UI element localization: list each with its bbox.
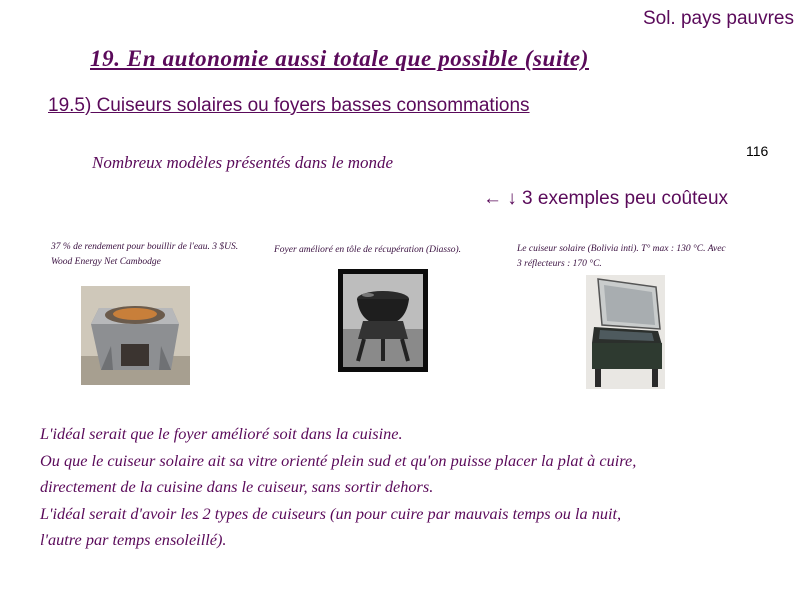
solar-cooker-photo xyxy=(586,275,665,389)
body-line: L'idéal serait d'avoir les 2 types de cuiseurs (un pour cuire par mauvais temps ou la nuit, xyxy=(40,503,622,523)
caption-line: 3 réflecteurs : 170 °C. xyxy=(517,259,602,269)
example-caption-3 xyxy=(517,242,747,272)
example-caption-1 xyxy=(51,240,256,270)
corner-label: Sol. pays pauvres xyxy=(642,8,794,29)
body-line: L'idéal serait que le foyer amélioré soit dans la cuisine. xyxy=(40,424,403,443)
body-line: Ou que le cuiseur solaire ait sa vitre orienté plein sud et qu'on puisse placer la plat à cuire, xyxy=(40,450,637,470)
intro-text: Nombreux modèles présentés dans le monde xyxy=(92,153,394,172)
caption-line: Wood Energy Net Cambodge xyxy=(51,257,161,267)
example-caption-2 xyxy=(274,243,461,258)
examples-note: ← ↓ 3 exemples peu coûteux xyxy=(483,188,729,209)
body-line: directement de la cuisine dans le cuiseur, sans sortir dehors. xyxy=(40,477,434,496)
section-subtitle: 19.5) Cuiseurs solaires ou foyers basses consommations xyxy=(48,95,530,116)
body-text xyxy=(40,421,636,554)
caption-line: 37 % de rendement pour bouillir de l'eau. 3 $US. xyxy=(51,242,239,252)
page-number: 116 xyxy=(746,143,769,159)
caption-line: Le cuiseur solaire (Bolivia inti). T° max : 130 °C. Avec xyxy=(517,244,726,254)
improved-stove-photo xyxy=(81,286,190,385)
page-title: 19. En autonomie aussi totale que possible (suite) xyxy=(90,46,589,71)
caption-line: Foyer amélioré en tôle de récupération (Diasso). xyxy=(274,245,462,255)
body-line: l'autre par temps ensoleillé). xyxy=(40,530,227,549)
scrap-metal-stove-photo xyxy=(338,269,428,372)
